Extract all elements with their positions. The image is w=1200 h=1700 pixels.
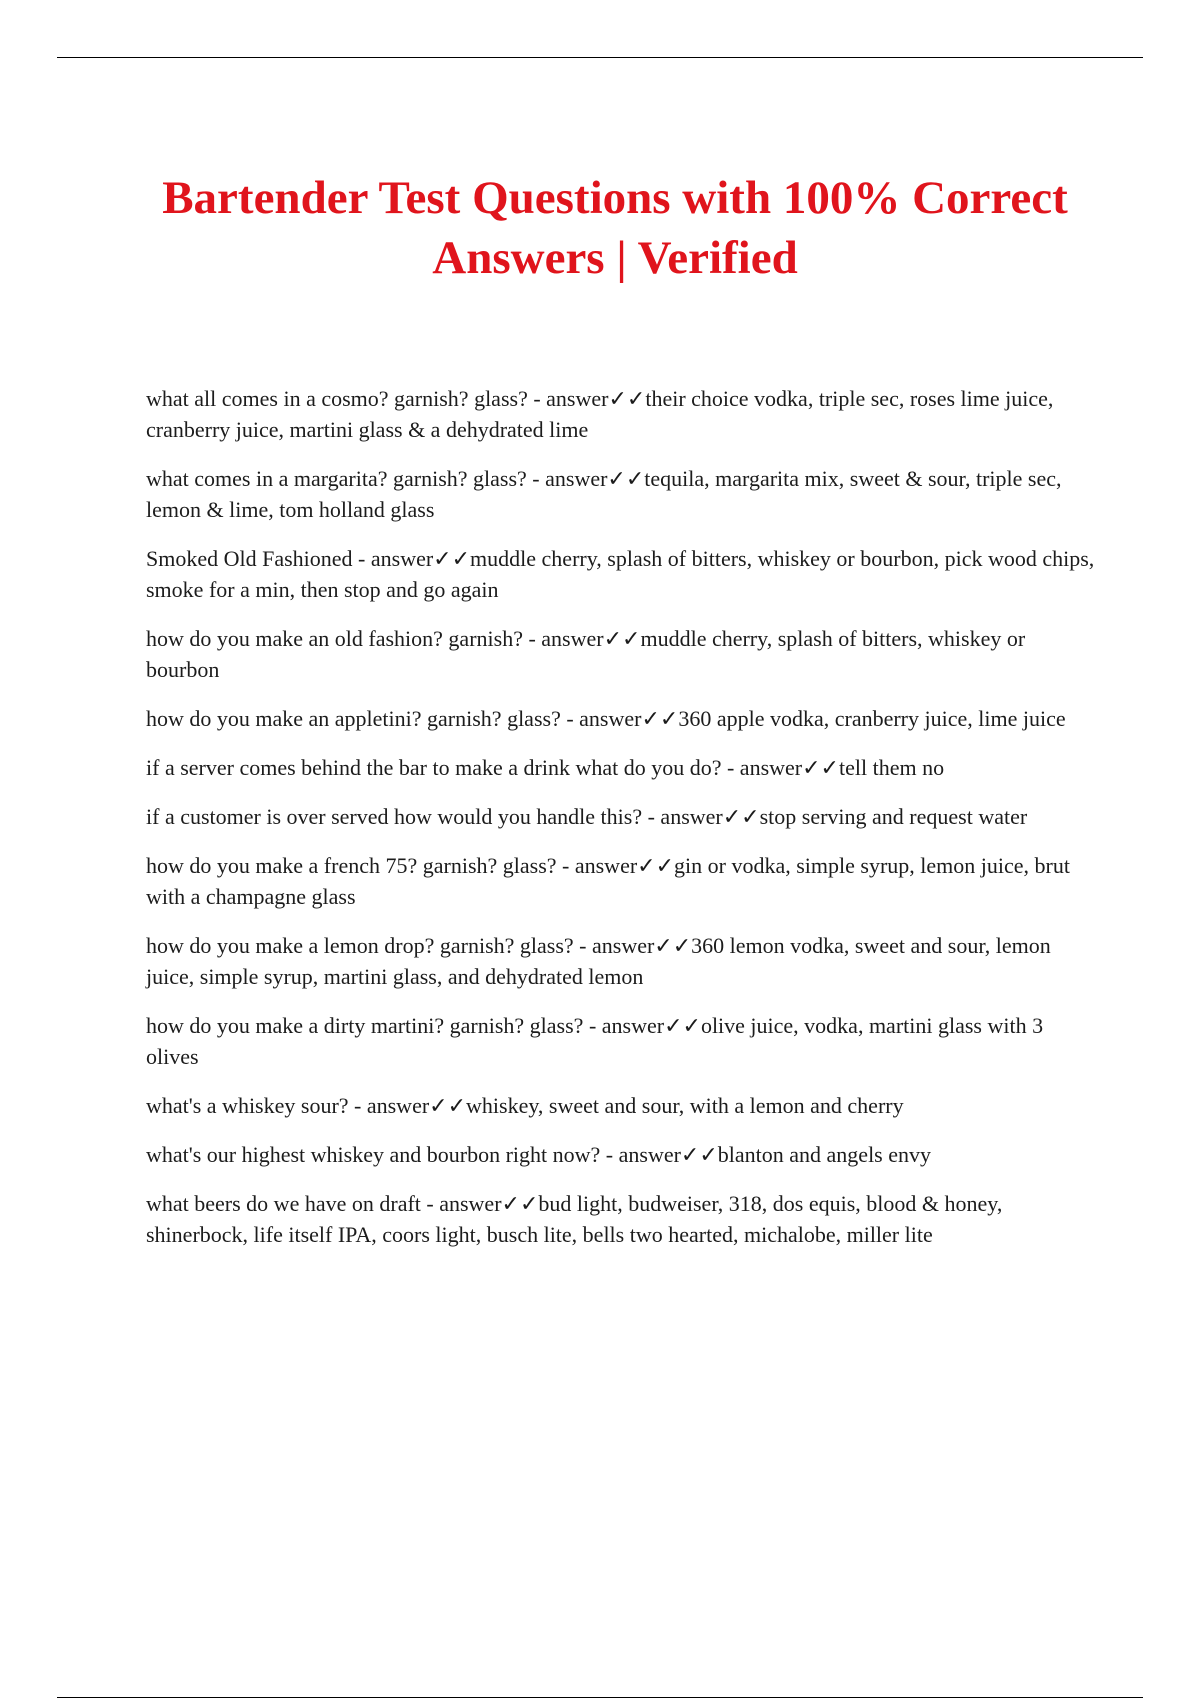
qa-item: what's our highest whiskey and bourbon right now? - answer✓✓blanton and angels envy	[146, 1142, 932, 1167]
qa-item: what beers do we have on draft - answer✓✓bud light, budweiser, 318, dos equis, blood & honey, shinerbock, life itself IPA, coors light, busch lite, bells two hearted, michalobe, miller lite	[146, 1191, 1003, 1247]
qa-item: how do you make a lemon drop? garnish? glass? - answer✓✓360 lemon vodka, sweet and sour, lemon juice, simple syrup, martini glass, and dehydrated lemon	[146, 933, 1051, 989]
qa-item: if a server comes behind the bar to make a drink what do you do? - answer✓✓tell them no	[146, 755, 945, 780]
qa-item: what comes in a margarita? garnish? glass? - answer✓✓tequila, margarita mix, sweet & sour, triple sec, lemon & lime, tom holland glass	[146, 466, 1062, 522]
qa-item: if a customer is over served how would you handle this? - answer✓✓stop serving and request water	[146, 804, 1028, 829]
qa-item: how do you make an old fashion? garnish? - answer✓✓muddle cherry, splash of bitters, whiskey or bourbon	[146, 626, 1026, 682]
qa-item: how do you make a dirty martini? garnish? glass? - answer✓✓olive juice, vodka, martini glass with 3 olives	[146, 1013, 1044, 1069]
bottom-rule	[57, 1697, 1143, 1698]
qa-list	[146, 383, 1096, 1268]
qa-item: Smoked Old Fashioned - answer✓✓muddle cherry, splash of bitters, whiskey or bourbon, pick wood chips, smoke for a min, then stop and go again	[146, 546, 1095, 602]
document-title: Bartender Test Questions with 100% Correct Answers | Verified	[162, 172, 1068, 284]
qa-item: what all comes in a cosmo? garnish? glass? - answer✓✓their choice vodka, triple sec, roses lime juice, cranberry juice, martini glass & a dehydrated lime	[146, 386, 1054, 442]
top-rule	[57, 57, 1143, 58]
qa-item: how do you make a french 75? garnish? glass? - answer✓✓gin or vodka, simple syrup, lemon juice, brut with a champagne glass	[146, 853, 1070, 909]
qa-item: what's a whiskey sour? - answer✓✓whiskey, sweet and sour, with a lemon and cherry	[146, 1093, 904, 1118]
qa-item: how do you make an appletini? garnish? glass? - answer✓✓360 apple vodka, cranberry juice, lime juice	[146, 706, 1066, 731]
